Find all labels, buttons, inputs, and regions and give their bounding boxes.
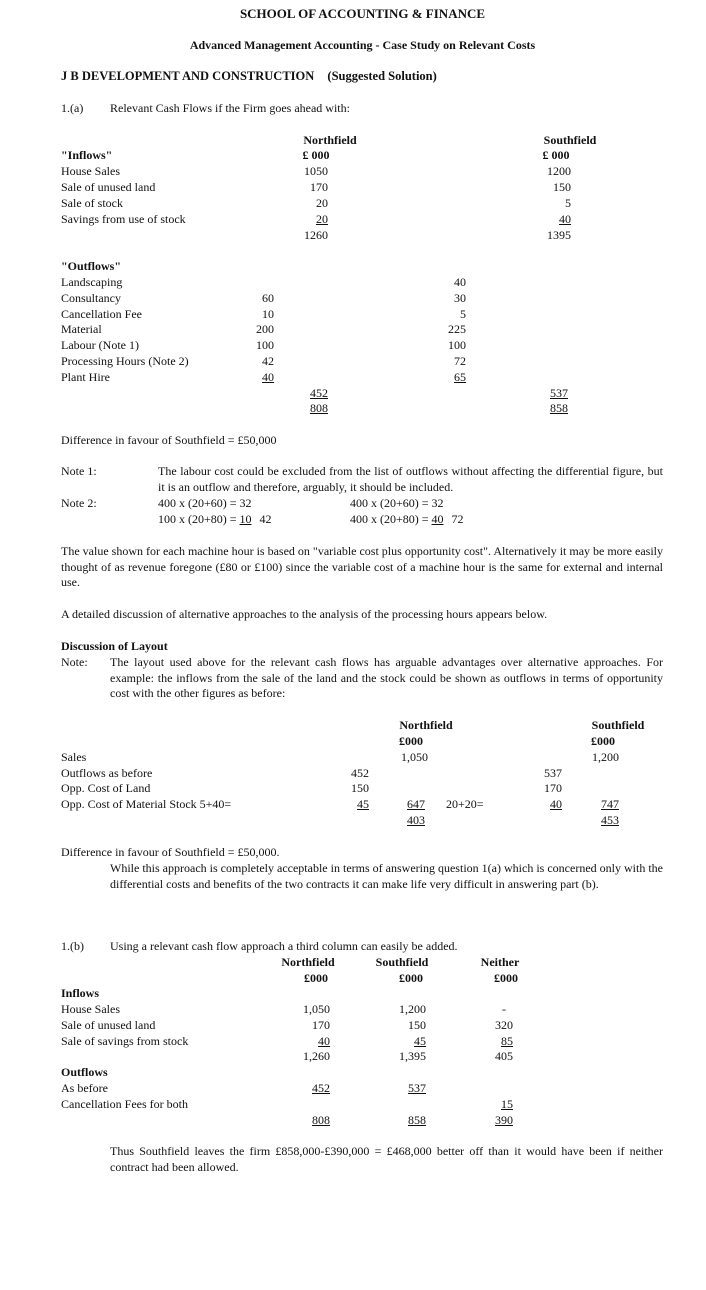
q1a-outflow-total-north: 452 [310,386,328,400]
layout-net-south: 453 [601,813,619,827]
q1a-net-south: 858 [550,401,568,415]
q1b-inflow-north: 170 [312,1018,330,1032]
layout-row-south: 747 [601,797,619,811]
q1a-outflow-label: Labour (Note 1) [61,338,139,352]
note2-line1-right: 400 x (20+60) = 32 [350,496,444,510]
layout-title: Discussion of Layout [61,639,168,653]
q1a-outflow-south: 65 [454,370,466,384]
layout-mid-text: 20+20= [446,797,484,811]
q1a-inflow-label: Sale of unused land [61,180,156,194]
note2-sum: 42 [259,512,272,526]
layout-row-south-inner: 40 [550,797,562,811]
q1b-number: 1.(b) [61,939,84,953]
layout-row-south-inner: 537 [544,766,562,780]
note2-sum: 72 [451,512,464,526]
note1-text: The labour cost could be excluded from the list of outflows without affecting the differential figure, but it is an outflow and therefore, arguably, it should be included. [158,464,663,494]
q1b-net-south: 858 [408,1113,426,1127]
q1b-inflow-neither: 85 [501,1034,513,1048]
q1b-inflow-neither: 320 [495,1018,513,1032]
q1b-inflow-total-south: 1,395 [399,1049,426,1063]
q1a-difference: Difference in favour of Southfield = £50,000 [61,433,277,447]
note2-calc: 400 x (20+80) = [350,512,432,526]
layout-row-north: 1,050 [401,750,428,764]
layout-row-label: Sales [61,750,87,764]
q1a-outflow-north: 100 [256,338,274,352]
q1a-inflow-label: Savings from use of stock [61,212,186,226]
layout-row-north-inner: 45 [357,797,369,811]
note2-result: 10 [239,512,252,526]
school-title: SCHOOL OF ACCOUNTING & FINANCE [239,6,486,21]
q1b-asbefore-south: 537 [408,1081,426,1095]
layout-comment: While this approach is completely acceptable in terms of answering question 1(a) which is concerned only with the differential costs and benefits of the two contracts it can make life very difficult in answering part (b). [110,861,663,891]
q1a-col-north: Northfield [303,133,357,147]
q1a-inflows-title: "Inflows" [61,148,113,162]
q1a-outflow-label: Consultancy [61,291,121,305]
q1a-col-north-unit: £ 000 [302,148,330,162]
q1b-intro: Using a relevant cash flow approach a third column can easily be added. [110,939,458,953]
q1a-inflow-north: 20 [316,212,328,226]
layout-row-north-inner: 452 [351,766,369,780]
q1b-col-south: Southfield [375,955,429,969]
layout-col-south-unit: £000 [591,734,615,748]
q1b-inflow-label: Sale of unused land [61,1018,156,1032]
q1b-net-neither: 390 [495,1113,513,1127]
layout-row-north: 647 [407,797,425,811]
q1a-outflow-south: 40 [454,275,466,289]
q1a-outflow-north: 42 [262,354,274,368]
explanation-paragraph: The value shown for each machine hour is based on "variable cost plus opportunity cost". Alternatively it may be more easily thought of as revenue foregone (£80 or £100) since the variable cost of a machine hour is the same for external and internal use. [61,544,663,589]
q1b-inflow-label: Sale of savings from stock [61,1034,189,1048]
note2-line1-left: 400 x (20+60) = 32 [158,496,252,510]
q1b-inflow-neither: - [502,1002,506,1016]
company-title [61,69,437,84]
q1b-inflow-total-north: 1,260 [303,1049,330,1063]
q1b-inflow-total-neither: 405 [495,1049,513,1063]
q1b-inflow-north: 40 [318,1034,330,1048]
q1b-inflow-north: 1,050 [303,1002,330,1016]
course-title: Advanced Management Accounting - Case Study on Relevant Costs [189,38,536,52]
company-name: J B DEVELOPMENT AND CONSTRUCTION [61,69,315,83]
q1a-col-south: Southfield [543,133,597,147]
q1b-inflows-title: Inflows [61,986,100,1000]
q1a-outflow-south: 225 [448,322,466,336]
layout-col-north-unit: £000 [399,734,423,748]
layout-row-label: Opp. Cost of Land [61,781,151,795]
q1b-inflow-south: 1,200 [399,1002,426,1016]
layout-row-south: 1,200 [592,750,619,764]
q1a-outflow-label: Plant Hire [61,370,110,384]
q1b-inflow-south: 150 [408,1018,426,1032]
q1a-inflow-north: 1050 [304,164,328,178]
note2-line2-right [350,512,464,527]
note2-calc: 100 x (20+80) = [158,512,240,526]
q1b-conclusion: Thus Southfield leaves the firm £858,000-£390,000 = £468,000 better off than it would have been if neither contract had been allowed. [110,1144,663,1174]
q1a-outflow-south: 30 [454,291,466,305]
q1a-inflow-south: 40 [559,212,571,226]
q1a-outflow-south: 5 [460,307,466,321]
q1a-intro: Relevant Cash Flows if the Firm goes ahead with: [110,101,350,115]
q1a-inflow-south: 1200 [547,164,571,178]
q1a-outflow-south: 100 [448,338,466,352]
q1b-asbefore-label: As before [61,1081,108,1095]
q1a-outflow-north: 10 [262,307,274,321]
q1b-col-north: Northfield [281,955,335,969]
layout-note-text: The layout used above for the relevant cash flows has arguable advantages over alternative approaches. For example: the inflows from the sale of the land and the stock could be shown as outflows in terms of opportunity cost with the other figures as before: [110,655,663,700]
note2-result: 40 [431,512,444,526]
q1a-outflow-label: Material [61,322,102,336]
q1a-outflow-label: Processing Hours (Note 2) [61,354,189,368]
q1b-asbefore-north: 452 [312,1081,330,1095]
q1b-col-north-unit: £000 [304,971,328,985]
q1a-outflow-north: 60 [262,291,274,305]
layout-difference: Difference in favour of Southfield = £50,000. [61,845,280,859]
q1a-inflow-label: House Sales [61,164,120,178]
layout-col-south: Southfield [591,718,645,732]
q1a-outflow-label: Landscaping [61,275,123,289]
layout-note-label: Note: [61,655,88,669]
layout-row-north-inner: 150 [351,781,369,795]
q1a-inflow-north: 170 [310,180,328,194]
q1a-outflow-north: 40 [262,370,274,384]
solution-label: (Suggested Solution) [327,69,437,83]
q1a-inflow-north: 20 [316,196,328,210]
q1b-net-north: 808 [312,1113,330,1127]
layout-row-south-inner: 170 [544,781,562,795]
layout-row-label: Outflows as before [61,766,153,780]
q1a-outflow-label: Cancellation Fee [61,307,142,321]
layout-col-north: Northfield [399,718,453,732]
q1a-inflow-south: 5 [565,196,571,210]
q1a-outflows-title: "Outflows" [61,259,121,273]
q1a-outflow-south: 72 [454,354,466,368]
q1b-col-neither: Neither [480,955,520,969]
q1b-inflow-south: 45 [414,1034,426,1048]
discussion-intro: A detailed discussion of alternative approaches to the analysis of the processing hours appears below. [61,607,548,621]
q1b-col-south-unit: £000 [399,971,423,985]
note2-line2-left [158,512,272,527]
note1-label: Note 1: [61,464,97,478]
q1a-number: 1.(a) [61,101,84,115]
q1a-outflow-north: 200 [256,322,274,336]
layout-row-label: Opp. Cost of Material Stock 5+40= [61,797,232,811]
note2-label: Note 2: [61,496,97,510]
q1a-inflow-total-south: 1395 [547,228,571,242]
q1a-net-north: 808 [310,401,328,415]
q1b-outflows-title: Outflows [61,1065,108,1079]
layout-net-north: 403 [407,813,425,827]
q1b-inflow-label: House Sales [61,1002,120,1016]
q1b-cancel-label: Cancellation Fees for both [61,1097,188,1111]
q1a-col-south-unit: £ 000 [542,148,570,162]
q1b-cancel-neither: 15 [501,1097,513,1111]
q1a-inflow-label: Sale of stock [61,196,123,210]
q1a-inflow-total-north: 1260 [304,228,328,242]
q1b-col-neither-unit: £000 [494,971,518,985]
q1a-outflow-total-south: 537 [550,386,568,400]
q1a-inflow-south: 150 [553,180,571,194]
